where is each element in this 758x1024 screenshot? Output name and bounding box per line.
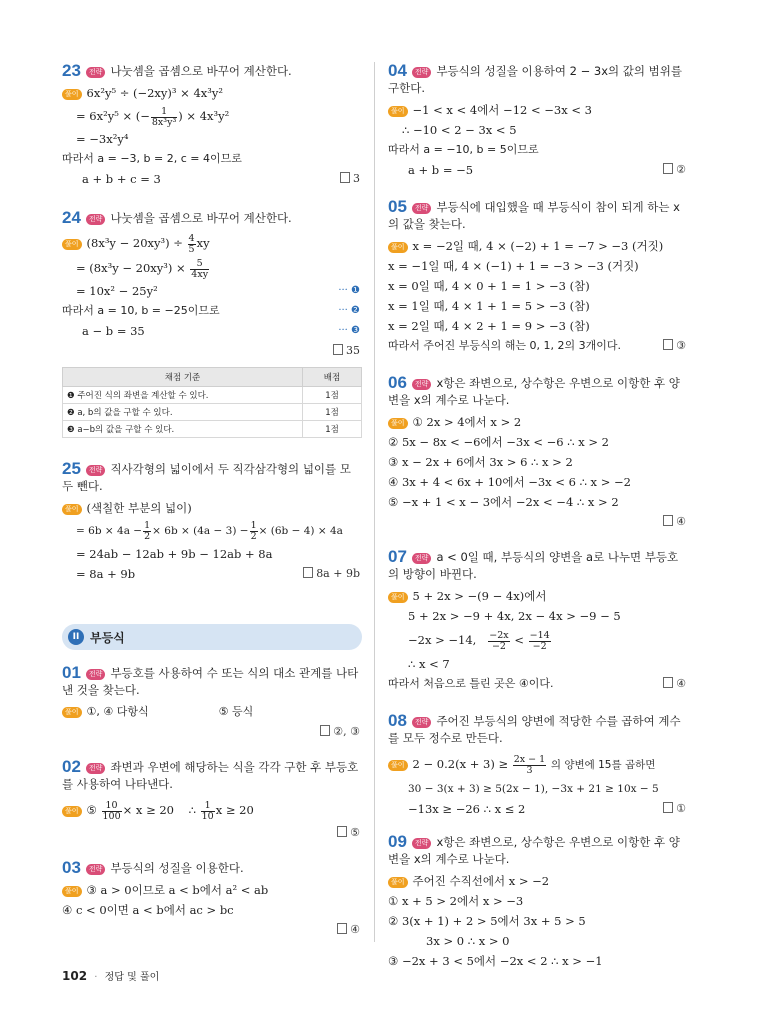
step-marker: ··· ❶: [338, 285, 360, 296]
section-title: 부등식: [90, 630, 125, 645]
solution-badge: 풀이: [388, 760, 408, 771]
answer-icon: [340, 172, 350, 183]
fraction: $\frac{4}{5}$: [188, 232, 195, 255]
solution-line: ) × 4x³y²: [178, 109, 230, 123]
solution-line: x = −2일 때, 4 × (−2) + 1 = −7 > −3 (거짓): [412, 239, 664, 253]
problem-number: 02: [62, 757, 81, 776]
fraction: $\frac{1}{\text{8x³y³}}$: [151, 105, 177, 128]
solution-line: 3x > 0 ∴ x > 0: [426, 934, 510, 948]
solution-line: (8x³y − 20xy³) ÷: [86, 236, 183, 250]
solution-line: ⑤ 등식: [218, 705, 254, 718]
answer: 3: [340, 169, 360, 189]
strategy-badge: 전략: [412, 838, 432, 849]
solution-line: 따라서 a = −10, b = 5이므로: [388, 143, 539, 156]
strategy-badge: 전략: [86, 864, 106, 875]
solution-line: ④ c < 0이면 a < b에서 ac > bc: [62, 903, 234, 917]
solution-line: x ≥ 20: [215, 803, 254, 817]
problem-number: 23: [62, 61, 81, 80]
solution-line: ∴: [188, 803, 196, 817]
strategy-text: 나눗셈을 곱셈으로 바꾸어 계산한다.: [110, 64, 292, 78]
problem-number: 03: [62, 858, 81, 877]
solution-line: ② 3(x + 1) + 2 > 5에서 3x + 5 > 5: [388, 914, 586, 928]
strategy-text: 부등호를 사용하여 수 또는 식의 대소 관계를 나타낸 것을 찾는다.: [62, 666, 359, 697]
solution-line: 5 + 2x > −(9 − 4x)에서: [412, 589, 547, 603]
solution-line: × (6b − 4) × 4a: [258, 525, 343, 537]
solution-line: <: [514, 633, 524, 647]
strategy-text: 부등식에 대입했을 때 부등식이 참이 되게 하는 x의 값을 찾는다.: [388, 200, 680, 231]
solution-line: 따라서 a = −3, b = 2, c = 4이므로: [62, 152, 242, 165]
problem-23: [62, 62, 362, 189]
answer: 35: [333, 341, 360, 361]
answer: ③: [663, 336, 686, 356]
problem-number: 08: [388, 711, 407, 730]
footer-title: 정답 및 풀이: [104, 972, 160, 983]
answer-icon: [333, 344, 343, 355]
solution-line: × x ≥ 20: [122, 803, 174, 817]
problem-07: [388, 548, 688, 694]
solution-line: ⑤ −x + 1 < x − 3에서 −2x < −4 ∴ x > 2: [388, 495, 619, 509]
strategy-badge: 전략: [86, 465, 106, 476]
problem-06: [388, 374, 688, 532]
solution-line: = −3x²y⁴: [76, 132, 129, 146]
solution-line: ③ a > 0이므로 a < b에서 a² < ab: [86, 883, 269, 897]
solution-badge: 풀이: [62, 886, 82, 897]
solution-line: ③ −2x + 3 < 5에서 −2x < 2 ∴ x > −1: [388, 954, 603, 968]
fraction: $\frac{10}{100}$: [102, 799, 121, 822]
solution-line: 30 − 3(x + 3) ≥ 5(2x − 1), −3x + 21 ≥ 10x − 5: [408, 783, 659, 795]
section-number: II: [68, 629, 84, 645]
problem-05: [388, 198, 688, 356]
table-header: 채점 기준: [63, 368, 303, 387]
grading-table: [62, 367, 362, 438]
page-footer: [62, 968, 159, 983]
step-marker: ··· ❸: [338, 325, 360, 336]
strategy-text: a < 0일 때, 부등식의 양변을 a로 나누면 부등호의 방향이 바뀐다.: [388, 550, 679, 581]
solution-badge: 풀이: [62, 239, 82, 250]
strategy-badge: 전략: [86, 669, 106, 680]
step-marker: ··· ❷: [338, 305, 360, 316]
solution-badge: 풀이: [62, 504, 82, 515]
table-row: ❶ 주어진 식의 좌변을 계산할 수 있다. 1점: [63, 387, 362, 404]
footer-separator: ·: [94, 972, 98, 983]
table-header: 배점: [303, 368, 362, 387]
solution-badge: 풀이: [388, 592, 408, 603]
right-column: [388, 62, 688, 971]
fraction: $\frac{-14}{-2}$: [529, 629, 550, 652]
solution-line: xy: [196, 236, 210, 250]
problem-03: [62, 859, 362, 940]
solution-line: 6x²y⁵ ÷ (−2xy)³ × 4x³y²: [86, 86, 223, 100]
problem-01: [62, 664, 362, 744]
solution-line: ∴ x < 7: [408, 657, 450, 671]
problem-04: [388, 62, 688, 180]
answer-icon: [663, 515, 673, 526]
answer-icon: [663, 802, 673, 813]
answer: ④: [663, 674, 686, 694]
problem-number: 07: [388, 547, 407, 566]
strategy-text: 주어진 부등식의 양변에 적당한 수를 곱하여 계수를 모두 정수로 만든다.: [388, 714, 681, 745]
solution-line: = 10x² − 25y²: [76, 284, 158, 298]
solution-badge: 풀이: [388, 106, 408, 117]
solution-line: = 6x²y⁵ × (−: [76, 109, 150, 123]
answer-icon: [337, 923, 347, 934]
answer-icon: [663, 339, 673, 350]
strategy-text: 직사각형의 넓이에서 두 직각삼각형의 넓이를 모두 뺀다.: [62, 462, 351, 493]
table-row: ❷ a, b의 값을 구할 수 있다. 1점: [63, 404, 362, 421]
problem-24: [62, 209, 362, 438]
solution-badge: 풀이: [62, 89, 82, 100]
problem-number: 04: [388, 61, 407, 80]
solution-line: ∴ −10 < 2 − 3x < 5: [402, 123, 517, 137]
solution-line: 5 + 2x > −9 + 4x, 2x − 4x > −9 − 5: [408, 609, 621, 623]
solution-line: = 6b × 4a −: [76, 525, 143, 537]
solution-line: a + b + c = 3: [82, 172, 161, 186]
solution-line: a − b = 35: [82, 324, 145, 338]
solution-line: = 24ab − 12ab + 9b − 12ab + 8a: [76, 547, 273, 561]
solution-line: 따라서 주어진 부등식의 해는 0, 1, 2의 3개이다.: [388, 339, 621, 352]
solution-line: 의 양변에 15를 곱하면: [550, 759, 656, 771]
solution-line: ① x + 5 > 2에서 x > −3: [388, 894, 524, 908]
strategy-text: x항은 좌변으로, 상수항은 우변으로 이항한 후 양변을 x의 계수로 나눈다.: [388, 835, 680, 866]
solution-line: x = −1일 때, 4 × (−1) + 1 = −3 > −3 (거짓): [388, 259, 639, 273]
answer: ①: [663, 799, 686, 819]
strategy-text: x항은 좌변으로, 상수항은 우변으로 이항한 후 양변을 x의 계수로 나눈다.: [388, 376, 680, 407]
answer: ②: [663, 160, 686, 180]
solution-line: ④ 3x + 4 < 6x + 10에서 −3x < 6 ∴ x > −2: [388, 475, 631, 489]
solution-badge: 풀이: [62, 707, 82, 718]
strategy-badge: 전략: [412, 203, 432, 214]
solution-line: −2x > −14,: [408, 633, 477, 647]
answer-icon: [303, 567, 313, 578]
fraction: $\frac{1}{2}$: [250, 519, 257, 542]
table-row: ❸ a−b의 값을 구할 수 있다. 1점: [63, 421, 362, 438]
answer-icon: [663, 163, 673, 174]
strategy-text: 좌변과 우변에 해당하는 식을 각각 구한 후 부등호를 사용하여 나타낸다.: [62, 760, 359, 791]
strategy-badge: 전략: [412, 379, 432, 390]
strategy-text: 나눗셈을 곱셈으로 바꾸어 계산한다.: [110, 211, 292, 225]
problem-09: [388, 833, 688, 971]
solution-line: = 8a + 9b: [76, 567, 136, 581]
solution-line: −1 < x < 4에서 −12 < −3x < 3: [412, 103, 592, 117]
problem-number: 09: [388, 832, 407, 851]
column-divider: [374, 62, 375, 942]
problem-number: 06: [388, 373, 407, 392]
fraction: $\frac{-2x}{-2}$: [489, 629, 509, 652]
section-header: [62, 624, 362, 650]
solution-line: a + b = −5: [408, 163, 474, 177]
answer: ⑤: [337, 823, 360, 843]
left-column: [62, 62, 362, 940]
problem-number: 24: [62, 208, 81, 227]
answer: ④: [337, 920, 360, 940]
solution-line: = (8x³y − 20xy³) ×: [76, 261, 186, 275]
answer: ②, ③: [320, 722, 360, 742]
answer-icon: [337, 826, 347, 837]
solution-badge: 풀이: [62, 806, 82, 817]
fraction: $\frac{1}{10}$: [201, 799, 214, 822]
solution-line: 따라서 a = 10, b = −25이므로: [62, 304, 220, 317]
solution-badge: 풀이: [388, 242, 408, 253]
solution-line: (색칠한 부분의 넓이): [86, 501, 192, 515]
answer: ④: [663, 512, 686, 532]
strategy-badge: 전략: [412, 553, 432, 564]
answer-icon: [663, 677, 673, 688]
answer-icon: [320, 725, 330, 736]
solution-line: −13x ≥ −26 ∴ x ≤ 2: [408, 802, 526, 816]
solution-line: 2 − 0.2(x + 3) ≥: [412, 757, 509, 771]
strategy-text: 부등식의 성질을 이용한다.: [110, 861, 244, 875]
solution-line: ③ x − 2x + 6에서 3x > 6 ∴ x > 2: [388, 455, 573, 469]
solution-line: 따라서 처음으로 틀린 곳은 ④이다.: [388, 677, 554, 690]
problem-02: [62, 758, 362, 845]
solution-line: ⑤: [86, 803, 97, 817]
fraction: $\frac{5}{4xy}$: [191, 257, 209, 280]
solution-badge: 풀이: [388, 877, 408, 888]
solution-line: x = 2일 때, 4 × 2 + 1 = 9 > −3 (참): [388, 319, 590, 333]
solution-line: x = 1일 때, 4 × 1 + 1 = 5 > −3 (참): [388, 299, 590, 313]
strategy-badge: 전략: [86, 214, 106, 225]
problem-number: 01: [62, 663, 81, 682]
strategy-badge: 전략: [412, 67, 432, 78]
answer: 8a + 9b: [303, 564, 360, 584]
strategy-badge: 전략: [86, 67, 106, 78]
solution-line: x = 0일 때, 4 × 0 + 1 = 1 > −3 (참): [388, 279, 590, 293]
strategy-text: 부등식의 성질을 이용하여 2 − 3x의 값의 범위를 구한다.: [388, 64, 682, 95]
strategy-badge: 전략: [86, 763, 106, 774]
solution-line: 주어진 수직선에서 x > −2: [412, 874, 550, 888]
problem-number: 25: [62, 459, 81, 478]
problem-25: [62, 460, 362, 584]
page-number: 102: [62, 969, 88, 983]
strategy-badge: 전략: [412, 717, 432, 728]
solution-badge: 풀이: [388, 418, 408, 429]
solution-line: ①, ④ 다항식: [86, 705, 149, 718]
solution-line: × 6b × (4a − 3) −: [152, 525, 249, 537]
problem-number: 05: [388, 197, 407, 216]
problem-08: [388, 712, 688, 819]
fraction: $\frac{1}{2}$: [144, 519, 151, 542]
solution-line: ① 2x > 4에서 x > 2: [412, 415, 522, 429]
solution-line: ② 5x − 8x < −6에서 −3x < −6 ∴ x > 2: [388, 435, 610, 449]
fraction: $\frac{2x - 1}{3}$: [513, 753, 546, 776]
